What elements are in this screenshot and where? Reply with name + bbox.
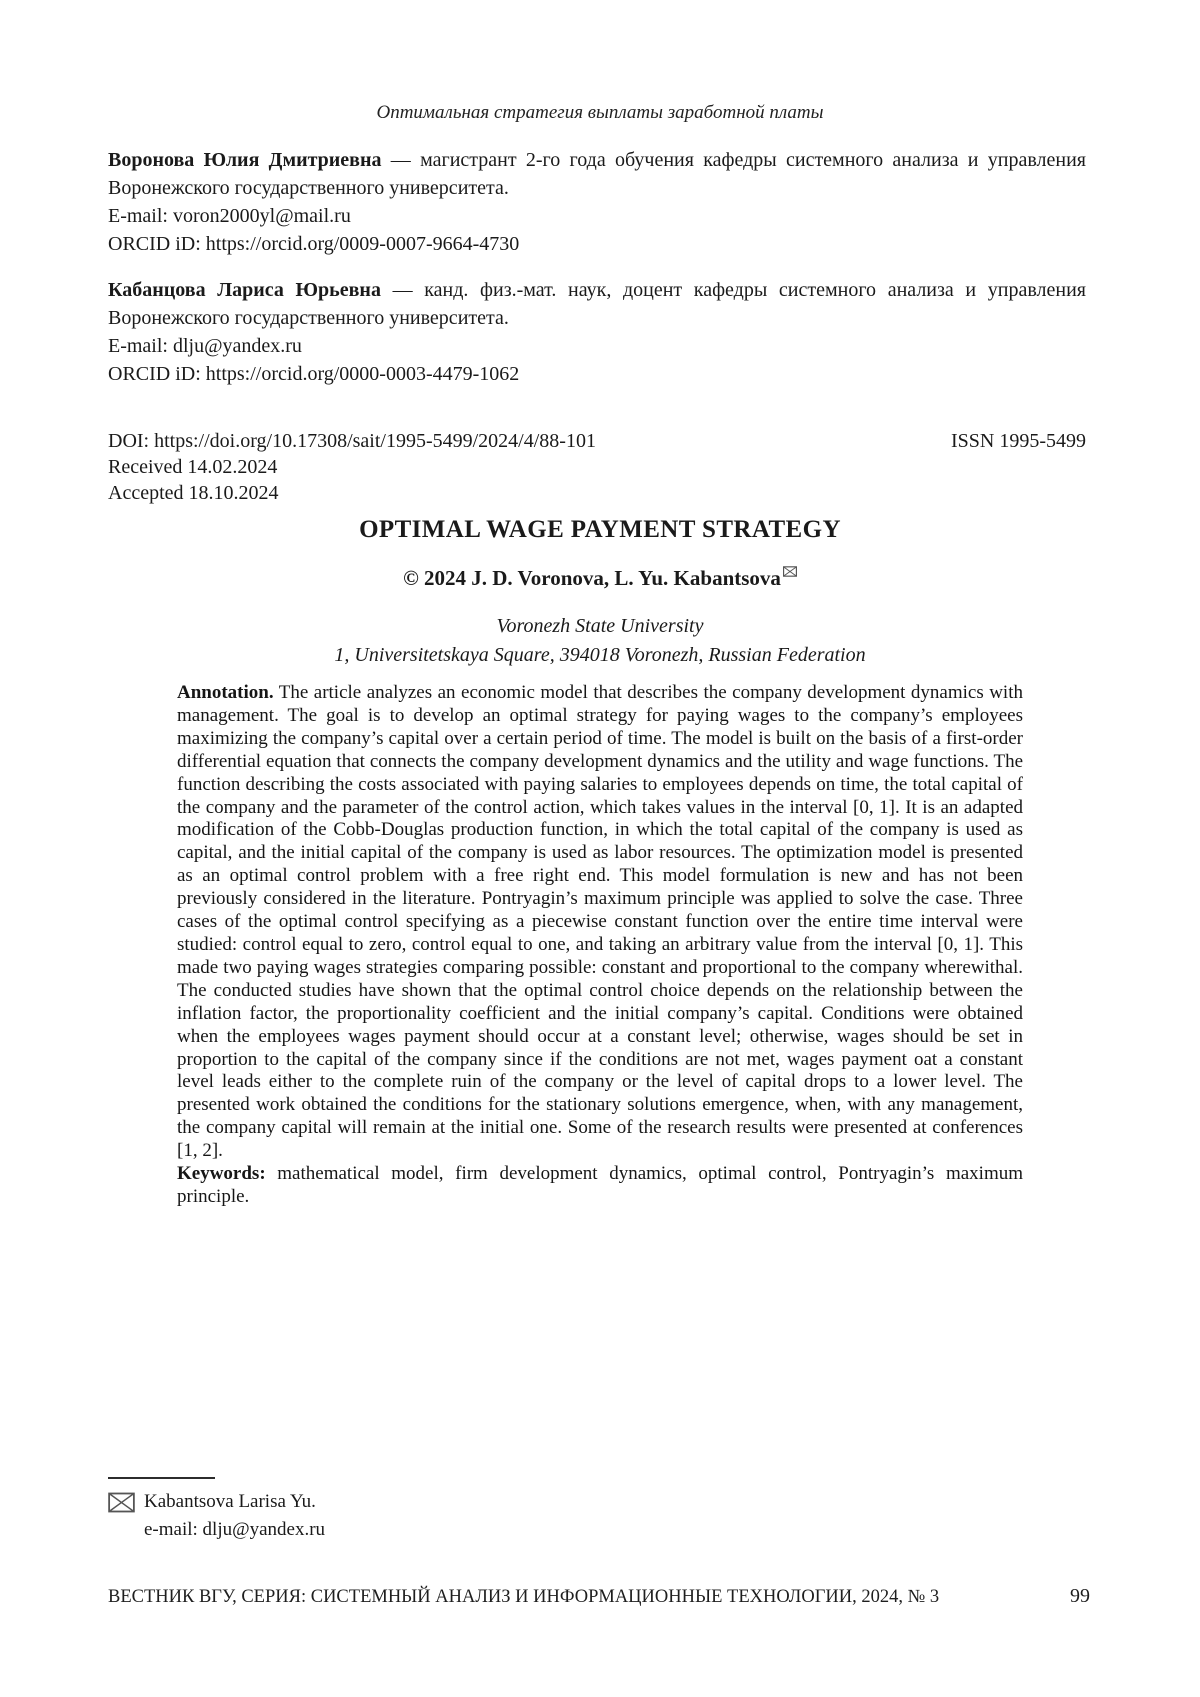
copyright-line [0, 566, 1200, 591]
annotation-block [177, 682, 1023, 1209]
keywords-paragraph [177, 1163, 1023, 1209]
author-name: Воронова Юлия Дмитриевна [108, 149, 382, 171]
accepted-line: Accepted 18.10.2024 [108, 482, 279, 504]
author-affiliation-text: — канд. физ.-мат. наук, доцент кафедры системного анализа и управления Воронежского государственного университета. [108, 279, 1086, 329]
footer-page-number: 99 [1070, 1585, 1090, 1607]
author-block-voronova [108, 146, 1086, 258]
issn-label: ISSN 1995-5499 [950, 430, 1086, 452]
author-name: Кабанцова Лариса Юрьевна [108, 279, 381, 301]
article-meta-block [108, 428, 1086, 506]
article-title: OPTIMAL WAGE PAYMENT STRATEGY [359, 516, 841, 543]
affiliation-address: 1, Universitetskaya Square, 394018 Voronezh, Russian Federation [334, 644, 866, 666]
annotation-text: The article analyzes an economic model that describes the company development dynamics with management. The goal is to develop an optimal strategy for paying wages to the company’s employees maximizing the company’s capital over a certain period of time. The model is built on the basis of a first-order differential equation that connects the company development dynamics and the utility and wage functions. The function describing the costs associated with paying salaries to employees depends on time, the total capital of the company and the parameter of the control action, which takes values in the interval [0, 1]. It is an adapted modification of the Cobb-Douglas production function, in which the total capital of the company is used as capital, and the initial capital of the company is used as labor resources. The optimization model is presented as an optimal control problem with a free right end. This model formulation is new and has not been previously considered in the literature. Pontryagin’s maximum principle was applied to solve the case. Three cases of the optimal control specifying as a piecewise constant function over the entire time interval were studied: control equal to zero, control equal to one, and taking an arbitrary value from the interval [0, 1]. This made two paying wages strategies comparing possible: constant and proportional to the company wherewithal. The conducted studies have shown that the optimal control choice depends on the relationship between the inflation factor, the proportionality coefficient and the initial company’s capital. Conditions were obtained when the employees wages payment should occur at a constant level; otherwise, wages should be set in proportion to the capital of the company since if the conditions are not met, wages payment oat a constant level leads either to the complete ruin of the company or the level of capital drops to a lower level. The presented work obtained the conditions for the stationary solutions emergence, when, with any management, the company capital will remain at the initial one. Some of the research results were presented at conferences [1, 2]. [177, 682, 1023, 1162]
author-description [108, 276, 1086, 332]
affiliation-university: Voronezh State University [496, 615, 704, 637]
author-block-kabantsova [108, 276, 1086, 388]
footnote-author-name: Kabantsova Larisa Yu. [144, 1491, 316, 1512]
author-description [108, 146, 1086, 202]
footnote-email: e-mail: dlju@yandex.ru [144, 1519, 326, 1540]
author-email: E-mail: dlju@yandex.ru [108, 335, 302, 357]
annotation-paragraph [177, 682, 1023, 1163]
copyright-text: © 2024 J. D. Voronova, L. Yu. Kabantsova [403, 566, 781, 590]
author-orcid: ORCID iD: https://orcid.org/0009-0007-9664-4730 [108, 233, 520, 255]
keywords-label: Keywords: [177, 1163, 266, 1185]
footnote-envelope-icon [108, 1488, 135, 1516]
annotation-label: Annotation. [177, 682, 274, 703]
received-line: Received 14.02.2024 [108, 456, 278, 478]
footnote-rule [108, 1477, 215, 1479]
footnote-block [108, 1488, 608, 1544]
page-footer [108, 1585, 1090, 1608]
affiliation-block [0, 612, 1200, 670]
doi-line: DOI: https://doi.org/10.17308/sait/1995-5499/2024/4/88-101 [108, 430, 596, 452]
keywords-text: mathematical model, firm development dynamics, optimal control, Pontryagin’s maximum principle. [177, 1163, 1023, 1207]
running-head: Оптимальная стратегия выплаты заработной платы [376, 102, 824, 123]
footer-journal-line: ВЕСТНИК ВГУ, СЕРИЯ: СИСТЕМНЫЙ АНАЛИЗ И ИНФОРМАЦИОННЫЕ ТЕХНОЛОГИИ, 2024, № 3 [108, 1587, 940, 1607]
author-email: E-mail: voron2000yl@mail.ru [108, 205, 351, 227]
author-orcid: ORCID iD: https://orcid.org/0000-0003-4479-1062 [108, 363, 520, 385]
author-affiliation-text: — магистрант 2-го года обучения кафедры системного анализа и управления Воронежского государственного университета. [108, 149, 1087, 199]
corresponding-author-envelope-icon [783, 557, 797, 581]
